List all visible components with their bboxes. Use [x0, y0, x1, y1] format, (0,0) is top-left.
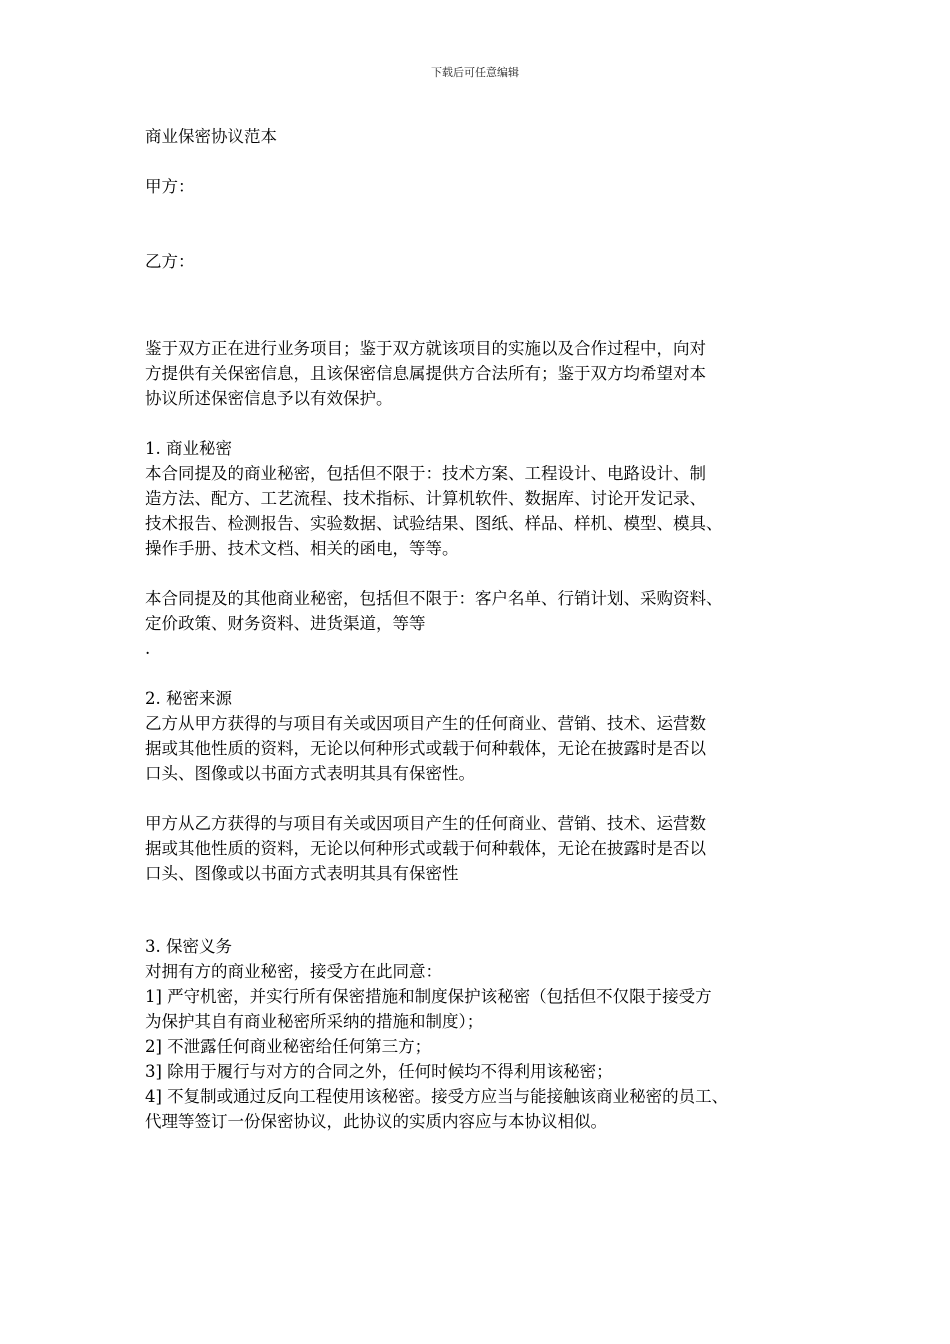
- paragraph-line: 技术报告、检测报告、实验数据、试验结果、图纸、样品、样机、模型、模具、: [145, 514, 723, 533]
- section-heading: 3. 保密义务: [145, 937, 232, 956]
- paragraph-line: 据或其他性质的资料，无论以何种形式或载于何种载体，无论在披露时是否以: [145, 839, 706, 858]
- section-trade-secrets: [145, 436, 825, 661]
- spacer: [145, 786, 825, 811]
- paragraph-line: 甲方从乙方获得的与项目有关或因项目产生的任何商业、营销、技术、运营数: [145, 814, 706, 833]
- section-heading: 1. 商业秘密: [145, 439, 232, 458]
- paragraph-line: 造方法、配方、工艺流程、技术指标、计算机软件、数据库、讨论开发记录、: [145, 489, 706, 508]
- paragraph-line: 据或其他性质的资料，无论以何种形式或载于何种载体，无论在披露时是否以: [145, 739, 706, 758]
- spacer: [145, 274, 825, 336]
- paragraph-line: 口头、图像或以书面方式表明其具有保密性。: [145, 764, 475, 783]
- document-title: 商业保密协议范本: [145, 127, 277, 146]
- document-body: [145, 124, 825, 1134]
- paragraph-line: .: [145, 639, 151, 658]
- obligation-item: 2] 不泄露任何商业秘密给任何第三方；: [145, 1037, 432, 1056]
- paragraph-line: 口头、图像或以书面方式表明其具有保密性: [145, 864, 459, 883]
- spacer: [145, 411, 825, 436]
- obligation-item: 代理等签订一份保密协议，此协议的实质内容应与本协议相似。: [145, 1112, 607, 1131]
- preamble: [145, 336, 825, 411]
- obligation-item: 1] 严守机密，并实行所有保密措施和制度保护该秘密（包括但不仅限于接受方: [145, 987, 712, 1006]
- spacer: [145, 199, 825, 249]
- paragraph-line: 对拥有方的商业秘密，接受方在此同意：: [145, 962, 442, 981]
- paragraph-line: 定价政策、财务资料、进货渠道，等等: [145, 614, 426, 633]
- obligation-item: 3] 除用于履行与对方的合同之外，任何时候均不得利用该秘密；: [145, 1062, 613, 1081]
- paragraph-line: 本合同提及的其他商业秘密，包括但不限于：客户名单、行销计划、采购资料、: [145, 589, 723, 608]
- obligation-item: 为保护其自有商业秘密所采纳的措施和制度）；: [145, 1012, 484, 1031]
- section-confidentiality-obligations: [145, 934, 825, 1134]
- preamble-line: 方提供有关保密信息，且该保密信息属提供方合法所有；鉴于双方均希望对本: [145, 364, 706, 383]
- paragraph-line: 操作手册、技术文档、相关的函电，等等。: [145, 539, 459, 558]
- party-b-label: 乙方：: [145, 252, 195, 271]
- paragraph-line: 乙方从甲方获得的与项目有关或因项目产生的任何商业、营销、技术、运营数: [145, 714, 706, 733]
- section-heading: 2. 秘密来源: [145, 689, 232, 708]
- spacer: [145, 886, 825, 934]
- preamble-line: 鉴于双方正在进行业务项目；鉴于双方就该项目的实施以及合作过程中，向对: [145, 339, 706, 358]
- party-a-label: 甲方：: [145, 177, 195, 196]
- paragraph-line: 本合同提及的商业秘密，包括但不限于：技术方案、工程设计、电路设计、制: [145, 464, 706, 483]
- spacer: [145, 561, 825, 586]
- section-secret-source: [145, 686, 825, 886]
- spacer: [145, 149, 825, 174]
- preamble-line: 协议所述保密信息予以有效保护。: [145, 389, 393, 408]
- obligation-item: 4] 不复制或通过反向工程使用该秘密。接受方应当与能接触该商业秘密的员工、: [145, 1087, 729, 1106]
- spacer: [145, 661, 825, 686]
- page-header-note: 下载后可任意编辑: [431, 66, 519, 79]
